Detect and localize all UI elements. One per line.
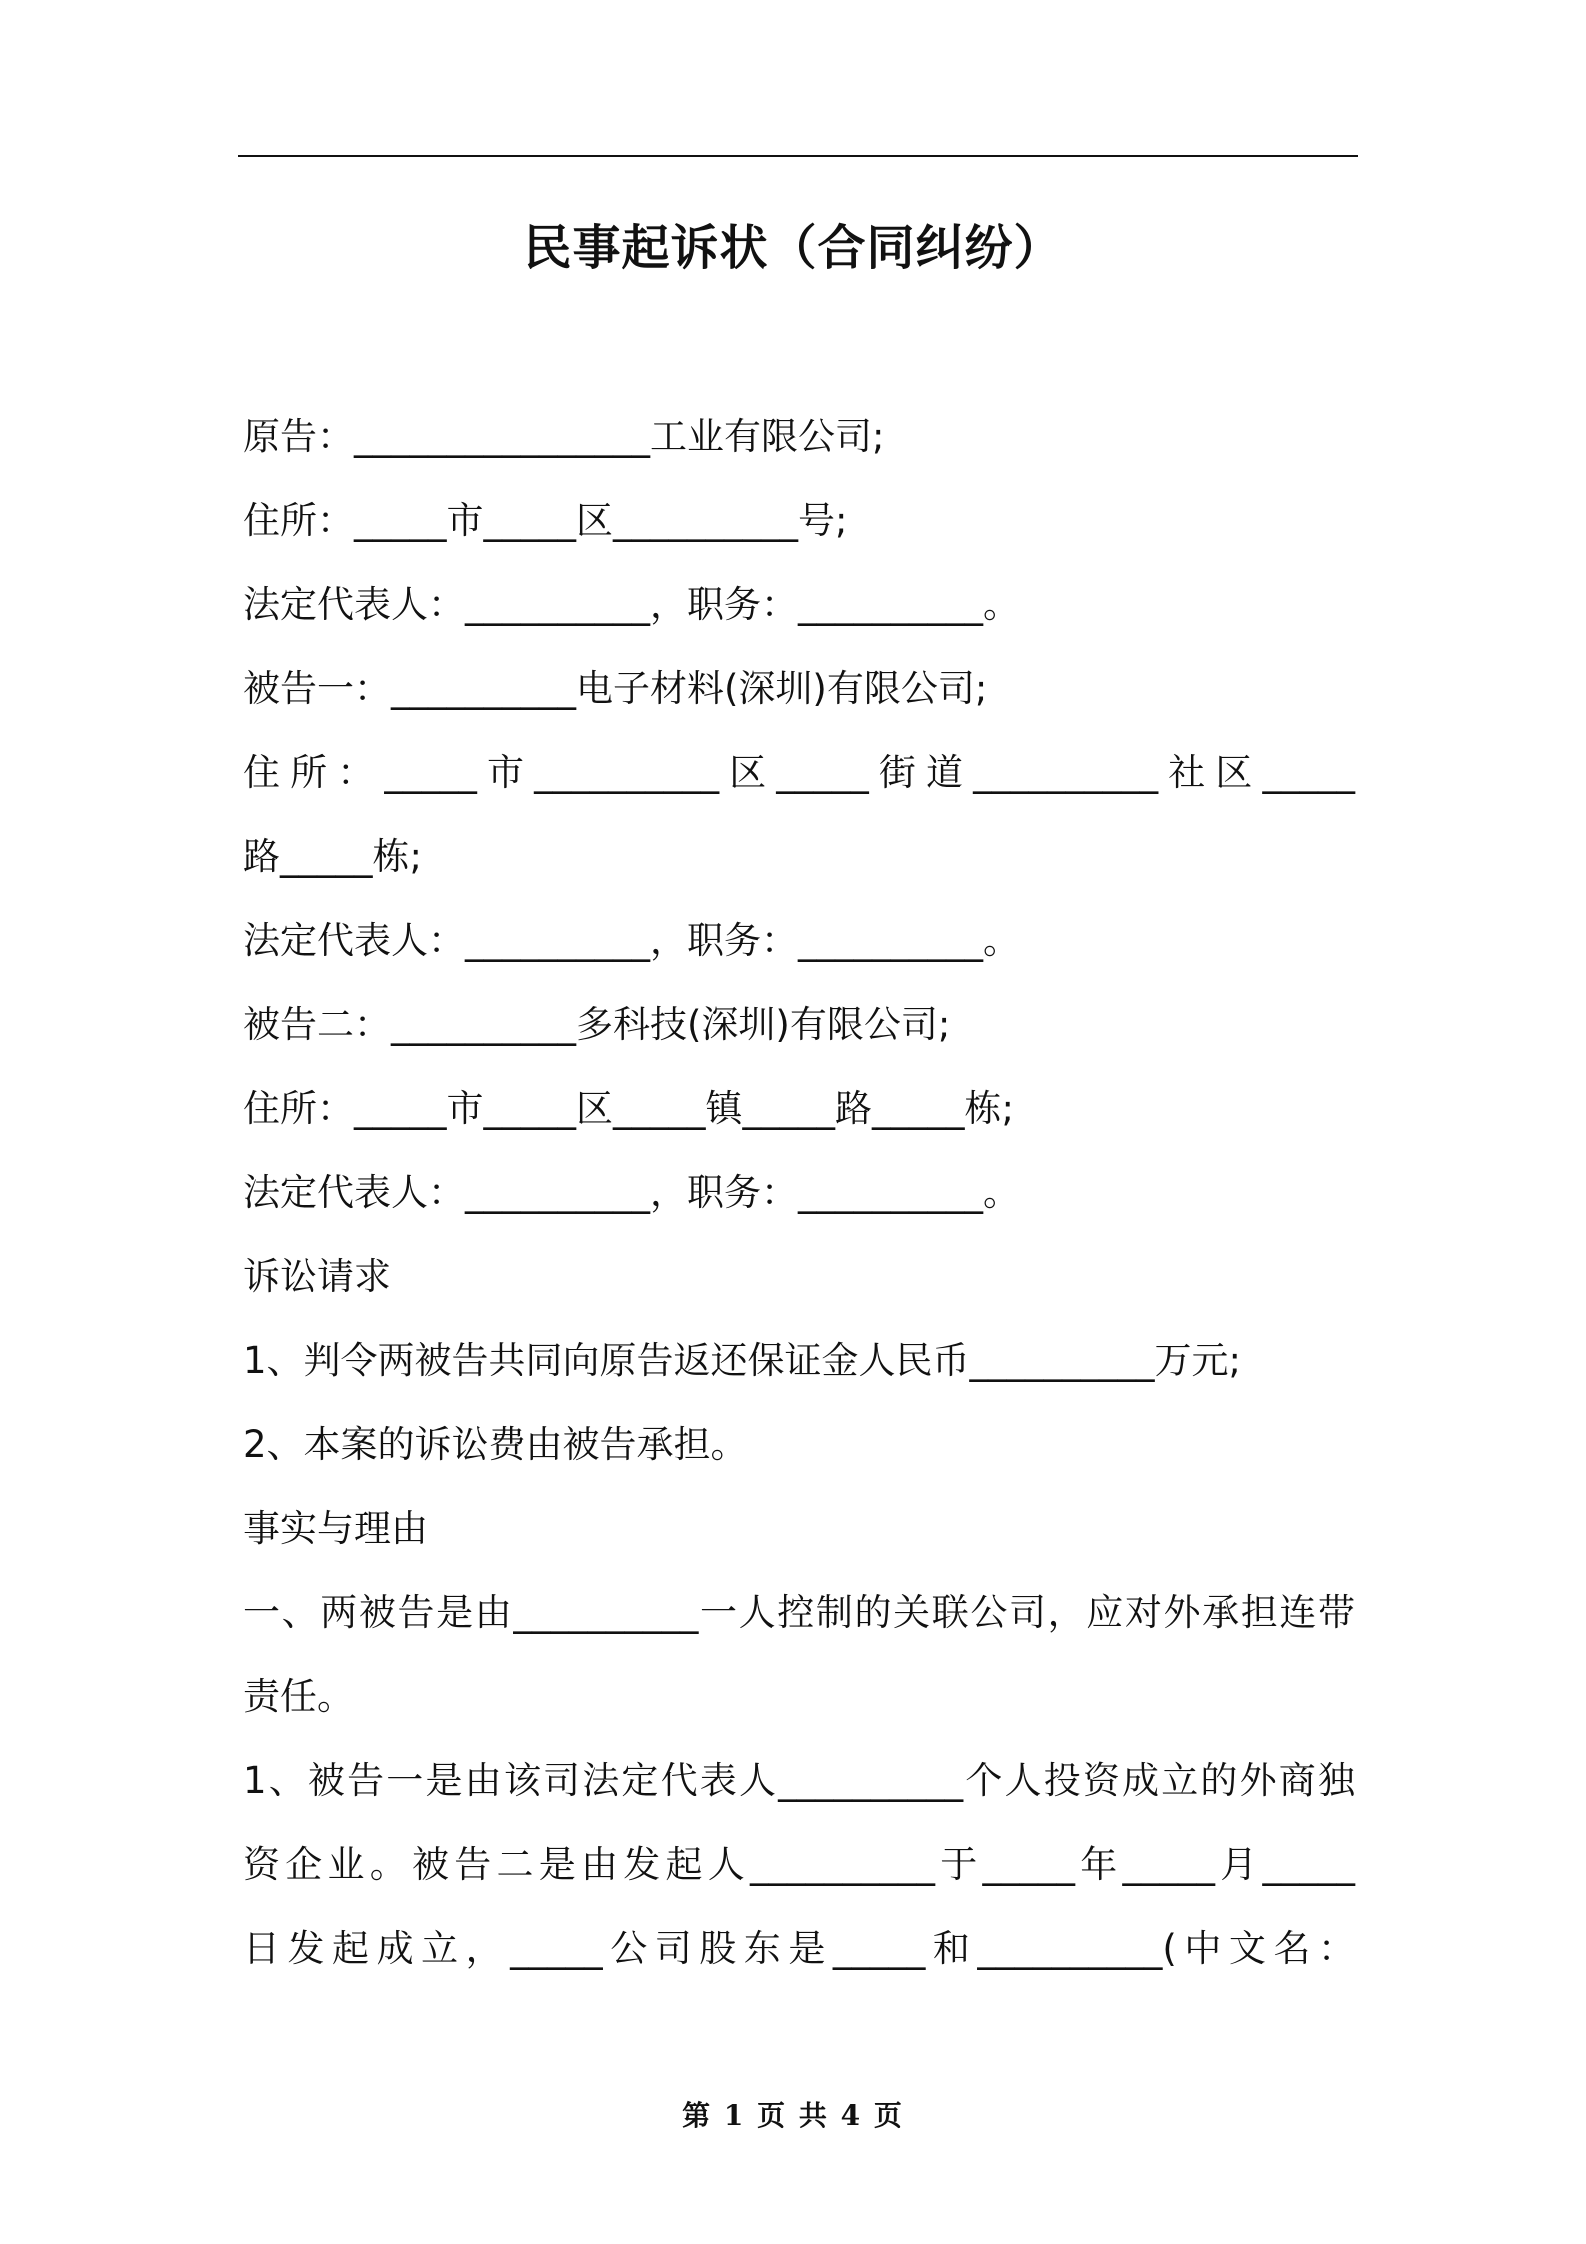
paragraph-defendant-one: 被告一：__________电子材料(深圳)有限公司;	[243, 667, 988, 710]
paragraph-defendant-one-address-cont: 路_____栋;	[243, 835, 422, 878]
paragraph-defendant-one-address: 住所：_____市__________区_____街道__________社区_____	[243, 751, 1355, 794]
paragraph-claim-one: 1、判令两被告共同向原告返还保证金人民币__________万元;	[243, 1339, 1242, 1382]
paragraph-defendant-two-representative: 法定代表人：__________，职务：__________。	[243, 1171, 1020, 1214]
paragraph-defendant-two-address: 住所：_____市_____区_____镇_____路_____栋;	[243, 1087, 1014, 1130]
paragraph-plaintiff-address: 住所：_____市_____区__________号;	[243, 499, 848, 542]
document-title: 民事起诉状（合同纠纷）	[523, 220, 1063, 276]
paragraph-fact-one-cont: 责任。	[243, 1675, 354, 1718]
paragraph-plaintiff: 原告：________________工业有限公司;	[243, 415, 885, 458]
paragraph-defendant-two: 被告二：__________多科技(深圳)有限公司;	[243, 1003, 951, 1046]
header-rule	[238, 155, 1358, 157]
paragraph-fact-detail-line-1: 1、被告一是由该司法定代表人__________个人投资成立的外商独	[243, 1759, 1355, 1802]
document-body	[243, 395, 1355, 1991]
page-number-footer: 第 1 页 共 4 页	[682, 2099, 904, 2132]
paragraph-fact-one: 一、两被告是由__________一人控制的关联公司，应对外承担连带	[243, 1591, 1355, 1634]
paragraph-fact-detail-line-2: 资企业。被告二是由发起人__________于_____年_____月_____	[243, 1843, 1355, 1886]
section-heading-claims: 诉讼请求	[243, 1255, 391, 1298]
paragraph-fact-detail-line-3: 日发起成立，_____公司股东是_____和__________(中文名：	[243, 1927, 1355, 1970]
section-heading-facts: 事实与理由	[243, 1507, 428, 1550]
paragraph-plaintiff-representative: 法定代表人：__________，职务：__________。	[243, 583, 1020, 626]
paragraph-defendant-one-representative: 法定代表人：__________，职务：__________。	[243, 919, 1020, 962]
paragraph-claim-two: 2、本案的诉讼费由被告承担。	[243, 1423, 748, 1466]
